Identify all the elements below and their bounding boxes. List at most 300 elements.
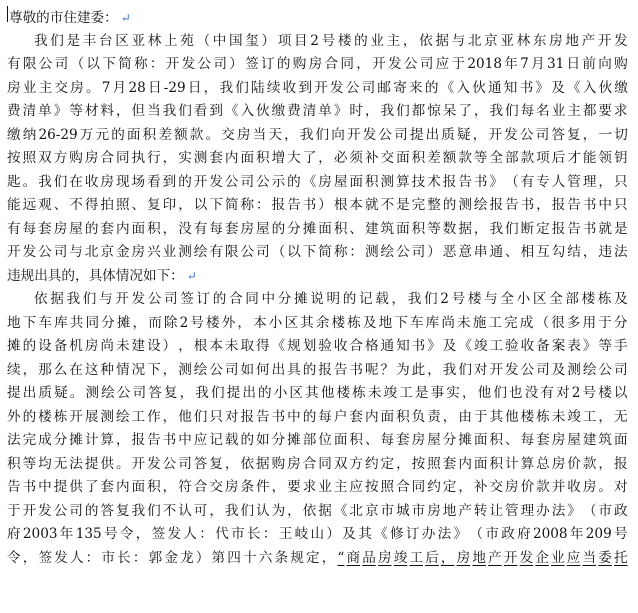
glyph: 告 [333,361,348,378]
glyph: 开 [193,173,208,190]
paragraph-2-line[interactable] [7,547,628,571]
glyph: 依 [240,455,255,472]
glyph: 定 [442,479,457,495]
glyph: 中 [38,479,52,495]
glyph: 依 [34,291,48,307]
glyph: 的 [84,220,99,237]
paragraph-2-line[interactable] [7,476,628,500]
glyph: 同 [318,455,332,472]
glyph: 发 [38,502,52,519]
glyph: 的 [178,173,192,190]
glyph: 兴 [147,244,161,260]
glyph: 亚 [131,32,146,49]
glyph: 金 [115,244,130,260]
glyph: 第 [211,549,226,566]
paragraph-2-line[interactable] [7,453,628,477]
glyph: 同 [85,314,100,331]
glyph: 书 [302,197,317,213]
glyph: ？ [380,361,395,378]
glyph: 转 [473,502,488,519]
glyph: 只 [613,197,628,213]
glyph: 依 [302,502,317,519]
glyph: 均 [38,455,52,472]
glyph: 内 [364,408,379,425]
glyph: 我 [38,173,52,190]
glyph: 告 [287,197,301,213]
glyph: 合 [229,291,243,307]
glyph: 载 [224,432,239,448]
paragraph-2-line[interactable] [7,382,628,406]
glyph: 号 [451,291,466,307]
glyph: 面 [349,173,363,190]
glyph: 房 [236,126,251,143]
paragraph-2-line[interactable] [7,312,628,336]
glyph: 法 [551,502,566,519]
glyph: 方 [349,455,363,472]
glyph: （ [469,526,484,542]
glyph: 提 [226,385,241,401]
paragraph-1-line[interactable] [7,265,628,289]
glyph: 月 [112,79,127,96]
glyph: 们 [178,103,192,119]
glyph: 合 [100,150,114,166]
glyph: 31 [546,56,565,72]
glyph: 部 [302,432,317,448]
glyph: 套 [442,455,457,472]
glyph: 答 [551,126,565,143]
glyph: 共 [69,314,84,331]
glyph: 玺 [245,32,259,49]
glyph: 号 [321,32,336,49]
glyph: 栋 [53,408,68,425]
glyph: 内 [224,150,239,166]
glyph: 套 [396,432,410,448]
glyph: 知 [396,338,410,354]
glyph: 伙 [256,103,270,119]
glyph: 照 [115,197,130,213]
glyph: 提 [53,479,68,495]
glyph: 、 [364,432,379,448]
glyph: 表 [567,338,581,354]
paragraph-2-line[interactable] [7,429,628,453]
glyph: 品 [362,549,376,566]
glyph: 中 [287,408,301,425]
glyph: 们 [396,103,410,119]
glyph: 其 [305,385,319,401]
glyph: 套 [100,220,114,237]
glyph: 、 [53,197,68,213]
glyph: 《 [333,502,348,519]
glyph: 府 [517,526,531,542]
glyph: 验 [318,338,332,354]
glyph: 公 [403,56,418,72]
glyph: 地 [472,549,486,566]
glyph: 发 [167,526,182,542]
glyph: ， [402,32,417,49]
glyph: 认 [256,502,270,519]
glyph: 双 [38,150,52,166]
glyph: 房 [456,549,471,566]
glyph: ， [22,549,37,566]
glyph: 测 [567,361,581,378]
glyph: 告 [505,197,519,213]
glyph: 每 [520,432,535,448]
glyph: 绘 [193,361,208,378]
glyph: 司 [535,126,550,143]
glyph: 此 [411,361,426,378]
glyph: 面 [240,150,255,166]
glyph: 应 [349,479,363,495]
glyph: 的 [111,126,125,143]
glyph: 号 [582,385,597,401]
paragraph-1-line[interactable] [7,30,628,54]
paragraph-1-line[interactable] [7,171,628,195]
glyph: 用 [582,314,597,331]
paragraph-1-line[interactable] [7,124,628,148]
glyph: 是 [414,385,429,401]
glyph: 条 [240,479,255,495]
paragraph-1-line[interactable] [7,218,628,242]
glyph: 前 [582,56,597,72]
glyph: 设 [38,338,52,354]
glyph: 及 [342,526,356,542]
glyph: 呢 [364,361,379,378]
glyph: 摊 [458,432,472,448]
glyph: 况 [131,361,146,378]
glyph: 市 [485,526,499,542]
glyph: 术 [427,173,441,190]
glyph: 《 [271,338,286,354]
glyph: 项 [536,150,550,166]
glyph: 邮 [377,79,392,96]
glyph: 签 [38,549,53,566]
glyph: 购 [69,150,83,166]
glyph: 是 [66,32,81,49]
paragraph-1-line[interactable] [7,147,628,171]
glyph: 简 [224,197,239,213]
glyph: 积 [147,220,161,237]
glyph: 的 [240,432,255,448]
paragraph-1-line[interactable] [7,241,628,265]
glyph: 目 [294,32,308,49]
glyph: 楼 [331,314,346,331]
glyph: 未 [367,385,382,401]
glyph: 发 [22,244,37,260]
glyph: 清 [22,103,37,119]
glyph: 大 [287,150,301,166]
glyph: 他 [505,408,519,425]
paragraph-2-line[interactable] [7,406,628,430]
glyph: 房 [53,220,68,237]
glyph: 车 [409,314,424,331]
glyph: 书 [582,197,597,213]
glyph: 据 [435,32,449,49]
glyph: 公 [256,173,270,190]
glyph: 数 [442,220,457,237]
glyph: 的 [287,173,301,190]
glyph: 们 [240,502,255,519]
paragraph-2-line[interactable] [7,500,628,524]
glyph: 交 [380,150,395,166]
glyph: 测 [193,150,208,166]
glyph: 积 [411,220,426,237]
glyph: 费 [7,103,21,119]
paragraph-1-line[interactable] [7,53,628,77]
glyph: 是 [396,197,410,213]
glyph: 款 [458,150,472,166]
glyph: 双 [333,455,348,472]
glyph: 房 [411,432,426,448]
glyph: 发 [505,361,519,378]
paragraph-1-line[interactable] [7,100,628,124]
glyph: 分 [101,314,115,331]
glyph: 房 [84,338,99,354]
glyph: 没 [178,220,192,237]
glyph: ， [598,455,612,472]
glyph: 定 [536,220,550,237]
glyph: 依 [419,32,433,49]
glyph: 以 [86,56,100,72]
glyph: 交 [489,479,504,495]
glyph: 我 [224,502,239,519]
glyph: ， [162,150,177,166]
glyph: 全 [549,291,563,307]
glyph: 房 [551,432,566,448]
glyph: 京 [484,32,498,49]
glyph: 签 [245,56,259,72]
glyph: 行 [147,150,161,166]
glyph: 房 [100,173,114,190]
paragraph-2-line[interactable] [7,359,628,383]
glyph: 看 [147,173,161,190]
glyph: ， [115,432,130,448]
glyph: 京 [100,244,114,260]
glyph: 年 [59,526,74,542]
glyph: 工 [488,314,502,331]
glyph: ， [115,103,130,119]
paragraph-2-line[interactable] [7,288,628,312]
glyph: 》 [489,173,504,190]
glyph: 发 [504,126,518,143]
glyph: 到 [162,173,177,190]
glyph: 主 [386,32,401,49]
glyph: 北 [84,244,99,260]
glyph: ， [203,79,218,96]
glyph: 件 [256,479,270,495]
glyph: 于 [598,314,612,331]
salutation-text[interactable]: 尊敬的市住建委： [9,10,118,26]
glyph: 书 [473,173,488,190]
glyph: 135 [75,526,102,542]
glyph: 展 [84,408,99,425]
glyph: 号 [190,314,204,331]
glyph: ， [461,385,476,401]
glyph: 公 [396,244,410,260]
glyph: 下 [209,197,223,213]
glyph: 日 [566,56,581,72]
glyph: 2 [179,314,189,331]
glyph: 绘 [473,197,488,213]
glyph: 公 [519,126,534,143]
glyph: 差 [427,150,441,166]
glyph: 筑 [598,432,612,448]
glyph: 管 [567,173,581,190]
glyph: 公 [209,361,223,378]
glyph: 积 [396,408,410,425]
glyph: 测 [364,244,379,260]
glyph: ， [74,267,89,284]
glyph: 能 [582,150,597,166]
glyph: 开 [503,549,518,566]
glyph: 明 [326,291,341,307]
glyph: ， [458,479,472,495]
glyph: 房 [318,173,332,190]
glyph: 额 [174,126,188,143]
glyph: 林 [147,32,162,49]
glyph: 交 [54,79,68,96]
glyph: 竣 [393,549,408,566]
glyph: 算 [100,432,114,448]
glyph: 入 [456,79,470,96]
glyph: 材 [84,103,99,119]
glyph: ， [209,502,223,519]
glyph: ） [195,549,210,566]
glyph: 开 [131,455,146,472]
glyph: 长 [246,526,261,542]
glyph: ， [132,314,147,331]
glyph: 无 [613,408,628,425]
glyph: 栋 [536,408,550,425]
glyph: 屋 [256,220,270,237]
glyph: 委 [598,549,612,566]
glyph: 他 [178,408,192,425]
glyph: 的 [302,408,317,425]
glyph: 理 [582,173,597,190]
glyph: 增 [271,150,286,166]
glyph: 楼 [38,408,52,425]
glyph: 领 [598,150,612,166]
glyph: 》 [53,103,68,119]
glyph: 房 [377,549,392,566]
glyph: 验 [505,338,519,354]
glyph: 未 [457,314,471,331]
glyph: 绘 [115,408,130,425]
glyph: 》 [567,502,581,519]
glyph: 房 [308,56,323,72]
glyph: 由 [458,408,472,425]
glyph: 2 [440,291,449,307]
glyph: 同 [115,150,130,166]
glyph: 7 [101,79,111,96]
glyph: 何 [256,361,270,378]
glyph: 如 [142,267,157,284]
glyph: 开 [115,291,129,307]
glyph: 书 [162,432,177,448]
glyph: 收 [333,338,348,354]
glyph: 告 [458,173,472,190]
glyph: 印 [162,197,177,213]
glyph: 面 [396,150,410,166]
glyph: 应 [435,56,450,72]
glyph: 》 [333,103,348,119]
glyph: 房 [505,479,519,495]
glyph: 业 [551,103,566,119]
glyph: 法 [69,455,83,472]
glyph: 单 [38,103,52,119]
glyph: 让 [489,502,504,519]
glyph: ， [22,361,37,378]
glyph: 面 [613,432,628,448]
glyph: 事 [430,385,445,401]
glyph: 如 [240,361,255,378]
glyph: 发 [614,32,628,49]
glyph: 断 [520,220,535,237]
glyph: 报 [442,173,457,190]
glyph: 们 [315,126,330,143]
glyph: 司 [613,361,628,378]
glyph: 。 [205,126,220,143]
glyph: 摊 [116,314,131,331]
glyph: 筑 [380,220,395,237]
paragraph-2-line[interactable] [7,523,628,547]
glyph: 司 [178,455,192,472]
paragraph-1-line[interactable] [7,77,628,101]
glyph: 完 [411,197,426,213]
glyph: 有 [7,56,21,72]
glyph: 政 [501,526,515,542]
glyph: 们 [505,103,519,119]
glyph: ， [472,126,487,143]
glyph: 积 [364,173,379,190]
glyph: 工 [399,385,413,401]
glyph: 屋 [427,432,441,448]
glyph: 费 [287,103,301,119]
glyph: 有 [209,244,223,260]
glyph: 《 [566,79,581,96]
glyph: 法 [7,432,21,448]
glyph: 规 [290,549,304,566]
paragraph-2-line[interactable] [7,335,628,359]
glyph: 办 [536,502,550,519]
glyph: 对 [613,479,628,495]
glyph: 钥 [613,150,628,166]
glyph: 》 [453,526,468,542]
glyph: 们 [193,408,208,425]
glyph: 串 [473,244,488,260]
glyph: 场 [131,173,146,190]
glyph: 业 [318,479,332,495]
glyph: 通 [488,79,502,96]
glyph: 本 [349,197,363,213]
glyph: 等 [69,103,83,119]
glyph: 报 [131,432,146,448]
glyph: 机 [69,338,83,354]
glyph: 《 [302,173,317,190]
glyph: 我 [34,32,48,49]
glyph: 公 [598,361,612,378]
glyph: 当 [147,103,161,119]
glyph: ， [287,502,301,519]
glyph: 司 [224,361,239,378]
glyph: 主 [567,103,581,119]
glyph: ， [162,220,177,237]
glyph: 质 [441,126,455,143]
glyph: 下 [102,56,116,72]
paragraph-1-line[interactable] [7,194,628,218]
glyph: 名 [536,103,550,119]
glyph: 《 [440,79,455,96]
glyph: 面 [473,455,488,472]
